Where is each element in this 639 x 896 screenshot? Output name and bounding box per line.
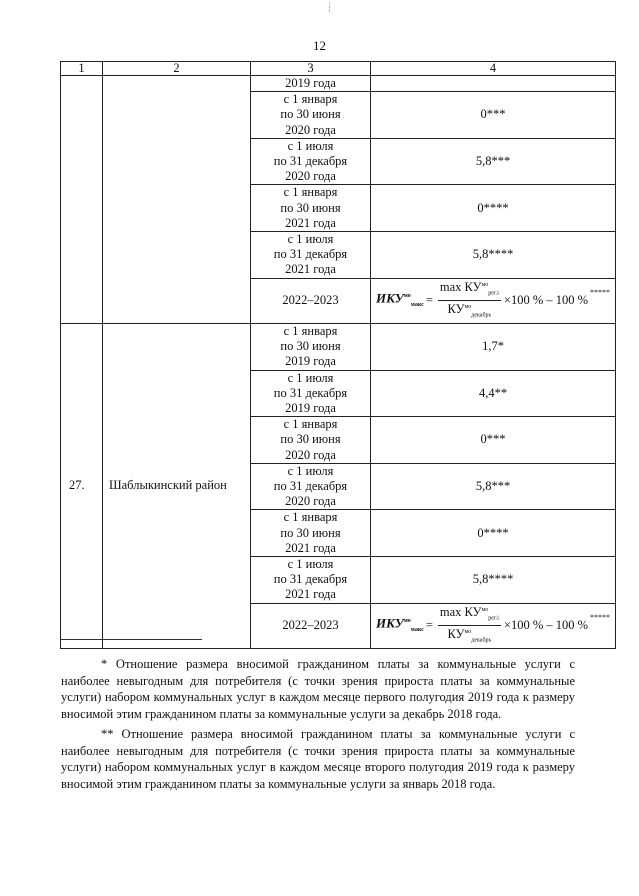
period-cell [251,603,371,648]
period-line: по 31 декабря [273,247,348,262]
formula-den-main: КУ [447,627,465,642]
formula-cell [371,278,616,323]
value-text: 0**** [477,525,509,540]
period-cell [251,232,371,279]
formula-cell [371,603,616,648]
period-line: с 1 января [283,510,338,525]
period-cell [251,185,371,232]
value-text: 4,4** [478,385,508,400]
period-cell [251,557,371,604]
header-col-1: 1 [61,62,103,76]
period-line: с 1 января [283,185,338,200]
formula-numerator [438,604,501,627]
footnotes [61,656,575,796]
page-number: 12 [313,38,326,53]
period-line: с 1 июля [287,232,334,247]
period-cell [251,92,371,139]
formula-lhs-sup: мо [403,292,411,299]
region-name-cont [103,76,251,324]
period-cell [251,138,371,185]
period-line: по 31 декабря [273,478,348,493]
value-cell [371,557,616,604]
period-line: с 1 января [283,92,338,107]
value-text: 0*** [480,432,506,447]
formula-den-sup: мо [464,629,472,636]
period-line: 2020 года [285,494,336,509]
formula-lhs [376,614,424,638]
formula-equals: = [425,293,433,308]
period-cell [251,323,371,370]
formula-denominator [448,626,492,648]
formula-tail: ×100 % – 100 % [503,293,589,308]
formula-fraction [438,279,501,323]
formula-num-main: max КУ [439,279,482,294]
period-line: 2021 года [285,540,336,555]
period-line: с 1 июля [287,557,334,571]
value-cell [371,370,616,417]
period-line: с 1 июля [287,370,334,385]
value-text: 1,7* [482,339,504,354]
formula-lhs-main: ИКУ [375,615,404,631]
formula-den-main: КУ [447,302,465,317]
period-cell [251,76,371,92]
formula-num-sup: мо [481,606,489,613]
formula-num-sub: рег.i [488,615,499,622]
period-line: по 30 июня [280,525,341,540]
top-dotted-mark [329,3,331,12]
formula-den-sup: мо [464,304,472,311]
period-line: с 1 января [283,417,338,432]
formula-lhs-main: ИКУ [375,290,404,306]
value-cell [371,76,616,92]
row-number-cont [61,76,103,324]
formula-lhs-sub: макс [410,626,424,633]
value-text: 5,8**** [472,247,514,262]
period-line: с 1 июля [287,138,334,153]
formula [371,604,615,648]
formula [371,279,615,323]
period-cell [251,370,371,417]
footnote-separator [60,639,202,640]
period-line: с 1 января [283,323,338,338]
period-line: 2019 года [285,354,336,369]
formula-num-sub: рег.i [488,290,499,297]
period-line: 2019 года [285,400,336,415]
row-number: 27. [61,323,103,648]
formula-den-sub: декабрь [471,637,492,644]
table-row [61,323,616,370]
table-header-row [61,62,616,76]
region-name: Шаблыкинский район [103,323,251,648]
formula-lhs-sub: макс [410,301,424,308]
formula-tail: ×100 % – 100 % [503,618,589,633]
period-line: 2020 года [285,169,336,184]
value-cell [371,510,616,557]
formula-numerator [438,279,501,302]
footnote-1: * Отношение размера вносимой гражданином платы за коммунальные услуги с наиболее невыгодным для потребителя (с точки зрения прироста платы за коммунальные услуги) набором коммунальных услуг в каждом месяце первого полугодия 2019 года к размеру вносимой этим гражданином платы за коммунальные услуги за декабрь 2018 года. [61,657,575,721]
value-text: 5,8*** [475,478,511,493]
period-line: 2022–2023 [282,293,339,308]
period-cell [251,463,371,510]
period-line: по 30 июня [280,432,341,447]
value-text: 0*** [480,107,506,122]
period-line: по 30 июня [280,107,341,122]
value-text: 5,8**** [472,572,514,587]
value-cell [371,232,616,279]
period-cell [251,417,371,464]
period-line: по 31 декабря [273,154,348,169]
formula-fraction [438,604,501,648]
formula-lhs [376,289,424,313]
value-cell [371,463,616,510]
value-cell [371,323,616,370]
period-line: 2019 года [285,76,336,90]
period-line: 2021 года [285,587,336,602]
period-cell [251,510,371,557]
value-text: 5,8*** [475,154,511,169]
period-line: 2021 года [285,262,336,277]
header-col-4: 4 [371,62,616,76]
period-line: по 30 июня [280,200,341,215]
header-col-3: 3 [251,62,371,76]
period-line: по 31 декабря [273,385,348,400]
footnote-2: ** Отношение размера вносимой гражданином платы за коммунальные услуги с наиболее невыгодным для потребителя (с точки зрения прироста платы за коммунальные услуги) набором коммунальных услуг в каждом месяце второго полугодия 2019 года к размеру вносимой этим гражданином платы за коммунальные услуги за январь 2018 года. [61,727,575,791]
formula-denominator [448,301,492,323]
formula-den-sub: декабрь [471,312,492,319]
formula-equals: = [425,618,433,633]
tariff-table [60,61,616,649]
table-row [61,76,616,92]
formula-lhs-sup: мо [403,617,411,624]
period-line: 2020 года [285,447,336,462]
value-cell [371,92,616,139]
value-cell [371,185,616,232]
period-line: 2022–2023 [282,618,339,633]
period-line: с 1 июля [287,463,334,478]
formula-footnote-stars: ***** [590,288,611,298]
period-line: по 30 июня [280,339,341,354]
formula-footnote-stars: ***** [590,613,611,623]
period-line: 2021 года [285,215,336,230]
value-text: 0**** [477,200,509,215]
value-cell [371,138,616,185]
period-cell [251,278,371,323]
formula-num-main: max КУ [439,604,482,619]
value-cell [371,417,616,464]
formula-num-sup: мо [481,281,489,288]
header-col-2: 2 [103,62,251,76]
period-line: 2020 года [285,122,336,137]
period-line: по 31 декабря [273,572,348,587]
